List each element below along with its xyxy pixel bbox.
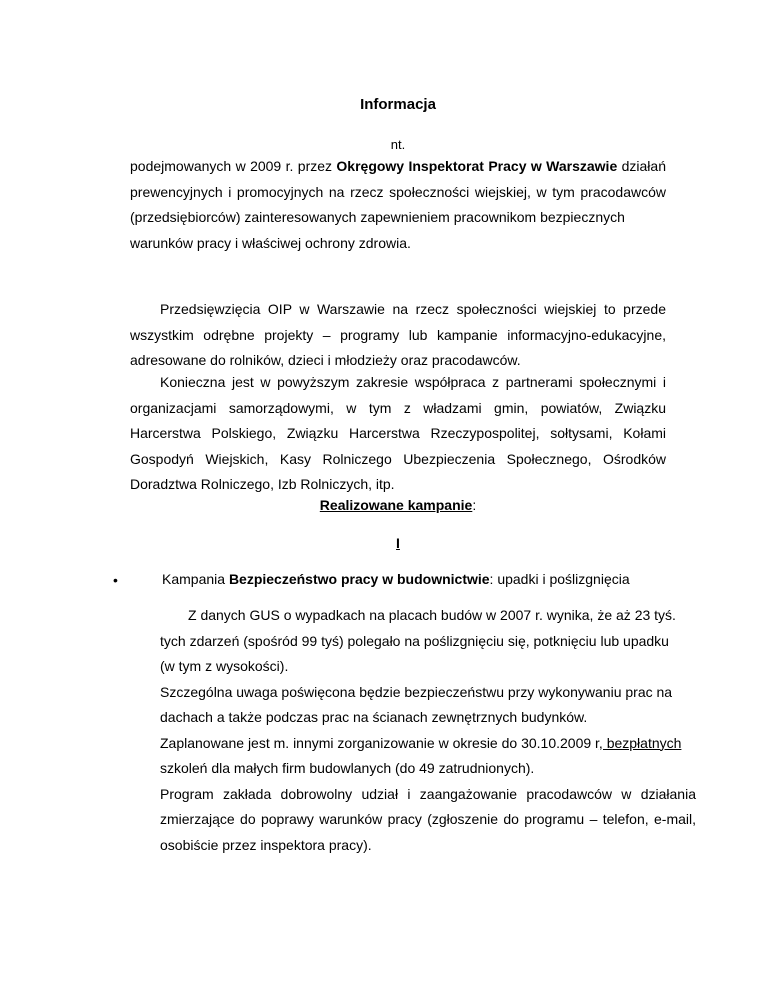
intro-text-rest: działań prewencyjnych i promocyjnych na rzecz społeczności wiejskiej, w tym pracodawców (przedsiębiorców) zainteresowanych zapewnieniem pracownikom bezpiecznych <box>130 158 666 225</box>
section-heading-label: Realizowane kampanie <box>319 497 473 513</box>
intro-last-line: warunków pracy i właściwej ochrony zdrowia. <box>130 234 411 251</box>
campaign-prefix: Kampania <box>162 571 229 587</box>
description-line: Szczególna uwaga poświęcona będzie bezpieczeństwu przy wykonywaniu prac na <box>160 683 673 700</box>
bullet-icon: • <box>113 572 118 588</box>
campaign-description <box>160 603 696 858</box>
description-line: dachach a także podczas prac na ścianach zewnętrznych budynków. <box>160 709 588 725</box>
section-heading <box>130 497 666 513</box>
description-paragraph: Program zakłada dobrowolny udział i zaangażowanie pracodawców w działania zmierzające do poprawy warunków pracy (zgłoszenie do programu – telefon, e-mail, osobiście przez inspektora pracy). <box>160 785 696 853</box>
intro-bold-institution: Okręgowy Inspektorat Pracy w Warszawie <box>336 158 618 174</box>
document-title: Informacja <box>360 96 436 113</box>
paragraph-cooperation: Konieczna jest w powyższym zakresie współpraca z partnerami społecznymi i organizacjami samorządowymi, w tym z władzami gmin, powiatów, Związku Harcerstwa Polskiego, Związku Harcerstwa Rzeczypospolitej, sołtysami, Kołami Gospodyń Wiejskich, Kasy Rolniczego Ubezpieczenia Społecznego, Ośrodków Doradztwa Rolniczego, Izb Rolniczych, itp. <box>130 374 666 492</box>
section-roman-numeral: I <box>396 535 400 551</box>
section-heading-colon: : <box>472 497 477 513</box>
paragraph-projects: Przedsięwzięcia OIP w Warszawie na rzecz społeczności wiejskiej to przede wszystkim odrębne projekty – programy lub kampanie informacyjno-edukacyjne, adresowane do rolników, dzieci i młodzieży oraz pracodawców. <box>130 301 666 368</box>
intro-text-start: podejmowanych w 2009 r. przez <box>130 158 337 174</box>
description-text: Zaplanowane jest m. innymi zorganizowanie w okresie do 30.10.2009 r <box>160 734 599 751</box>
description-line: Z danych GUS o wypadkach na placach budów w 2007 r. wynika, że aż 23 tyś. <box>188 607 676 623</box>
intro-paragraph <box>130 154 666 256</box>
description-line: szkoleń dla małych firm budowlanych (do 49 zatrudnionych). <box>160 760 535 776</box>
description-line: (w tym z wysokości). <box>160 658 289 674</box>
description-line: tych zdarzeń (spośród 99 tyś) polegało na poślizgnięciu się, potknięciu lub upadku <box>160 632 669 649</box>
campaign-name: Bezpieczeństwo pracy w budownictwie <box>228 571 490 587</box>
description-underlined-text: , bezpłatnych <box>598 734 682 751</box>
campaign-suffix: : upadki i poślizgnięcia <box>489 571 630 587</box>
document-subtitle: nt. <box>390 137 406 152</box>
campaign-title <box>162 571 630 587</box>
description-line <box>160 731 696 757</box>
